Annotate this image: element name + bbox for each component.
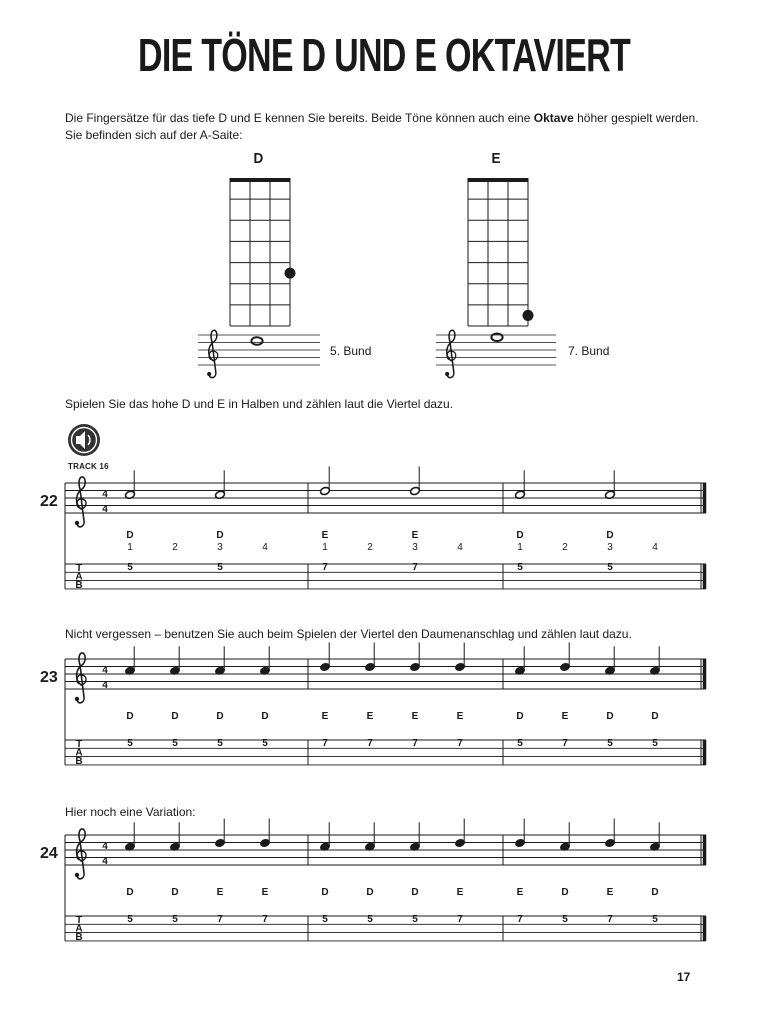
count-number: 1 [127,542,133,553]
tab-letter: A [75,923,83,935]
note-name: D [171,711,179,722]
time-signature-bottom: 4 [102,856,108,867]
note-name: E [321,530,329,541]
tab-fret-number: 5 [652,914,658,925]
intro-text-1: Die Fingersätze für das tiefe D und E kennen Sie bereits. Beide Töne können auch eine [65,111,534,125]
track-label: TRACK 16 [68,462,109,471]
finger-dot [285,268,296,279]
tab-letter: T [75,563,83,574]
mini-staff-2 [436,330,556,377]
note-name: D [516,530,524,541]
time-signature-top: 4 [102,489,108,500]
speaker-icon[interactable] [68,424,100,456]
tab-letter: B [75,756,83,767]
note-name: E [321,711,329,722]
tab-fret-number: 7 [412,562,418,573]
tab-letter: A [75,747,83,759]
note-name: D [651,711,659,722]
note-name: E [261,887,269,898]
note-name: E [366,711,374,722]
note-name: D [651,887,659,898]
tab-fret-number: 7 [457,914,463,925]
instruction-2: Nicht vergessen – benutzen Sie auch beim Spielen der Viertel den Daumenanschlag und zählen laut dazu. [65,627,632,641]
count-number: 4 [457,542,463,553]
note-name: E [606,887,614,898]
treble-clef [75,829,86,879]
chord-name-d: D [253,150,264,167]
treble-clef [75,653,86,703]
tab-fret-number: 5 [517,562,523,573]
note-name: D [516,711,524,722]
note-name: D [216,711,224,722]
tab-fret-number: 7 [517,914,523,925]
note-name: D [216,530,224,541]
fretboard-nut [230,178,290,182]
tab-fret-number: 5 [127,914,133,925]
time-signature-bottom: 4 [102,680,108,691]
time-signature-bottom: 4 [102,504,108,515]
note-name: E [411,530,419,541]
tab-fret-number: 7 [367,738,373,749]
count-number: 2 [562,542,568,553]
note-name: D [126,711,134,722]
instruction-1: Spielen Sie das hohe D und E in Halben und zählen laut die Viertel dazu. [65,397,454,411]
system-number-23: 23 [40,669,58,686]
tab-fret-number: 5 [217,562,223,573]
page-title: DIE TÖNE D UND E OKTAVIERT [137,29,631,81]
note-name: E [456,887,464,898]
tab-fret-number: 7 [562,738,568,749]
count-number: 2 [367,542,373,553]
tab-fret-number: 5 [607,738,613,749]
finger-dot [523,310,534,321]
fret-label-d: 5. Bund [330,344,372,358]
treble-clef [207,330,218,377]
system-number-24: 24 [40,845,58,862]
whole-note [251,337,262,345]
note-name: D [366,887,374,898]
note-name: D [126,530,134,541]
note-name: D [561,887,569,898]
tab-fret-number: 7 [607,914,613,925]
tab-letter: T [75,915,83,926]
tab-letter: T [75,739,83,750]
treble-clef [75,477,86,527]
note-name: E [516,887,524,898]
time-signature-top: 4 [102,665,108,676]
tab-fret-number: 7 [262,914,268,925]
tab-fret-number: 5 [412,914,418,925]
count-number: 3 [412,542,418,553]
count-number: 1 [322,542,328,553]
tab-fret-number: 7 [457,738,463,749]
tab-letter: A [75,571,83,583]
count-number: 1 [517,542,523,553]
note-name: E [216,887,224,898]
note-name: D [606,530,614,541]
note-name: E [411,711,419,722]
fretboard-nut [468,178,528,182]
tab-fret-number: 5 [127,562,133,573]
tab-fret-number: 5 [172,738,178,749]
note-name: D [411,887,419,898]
count-number: 2 [172,542,178,553]
fretboard-diagram-2 [468,178,534,326]
intro-text-2: höher gespielt werden. Sie befinden sich auf der A-Saite: [65,111,699,142]
tab-fret-number: 7 [322,562,328,573]
time-signature-top: 4 [102,841,108,852]
whole-note [491,333,502,341]
note-name: D [171,887,179,898]
system-number-22: 22 [40,493,58,510]
tab-letter: B [75,932,83,943]
tab-fret-number: 5 [652,738,658,749]
mini-staff-1 [198,330,320,377]
tab-fret-number: 5 [262,738,268,749]
tab-fret-number: 5 [322,914,328,925]
tab-fret-number: 5 [562,914,568,925]
tab-fret-number: 7 [217,914,223,925]
tab-fret-number: 5 [517,738,523,749]
count-number: 4 [262,542,268,553]
tab-fret-number: 5 [172,914,178,925]
count-number: 4 [652,542,658,553]
tab-fret-number: 5 [607,562,613,573]
tab-fret-number: 7 [322,738,328,749]
tab-fret-number: 5 [367,914,373,925]
intro-bold: Oktave [533,111,574,125]
note-name: D [606,711,614,722]
note-name: D [321,887,329,898]
note-name: E [561,711,569,722]
instruction-3: Hier noch eine Variation: [65,805,196,819]
treble-clef [445,330,456,377]
fretboard-diagram-1 [230,178,296,326]
tab-fret-number: 5 [217,738,223,749]
note-name: E [456,711,464,722]
tab-fret-number: 7 [412,738,418,749]
tab-letter: B [75,580,83,591]
note-name: D [261,711,269,722]
count-number: 3 [217,542,223,553]
page-number: 17 [677,970,691,984]
count-number: 3 [607,542,613,553]
chord-name-e: E [491,150,501,167]
fret-label-e: 7. Bund [568,344,610,358]
note-name: D [126,887,134,898]
tab-fret-number: 5 [127,738,133,749]
